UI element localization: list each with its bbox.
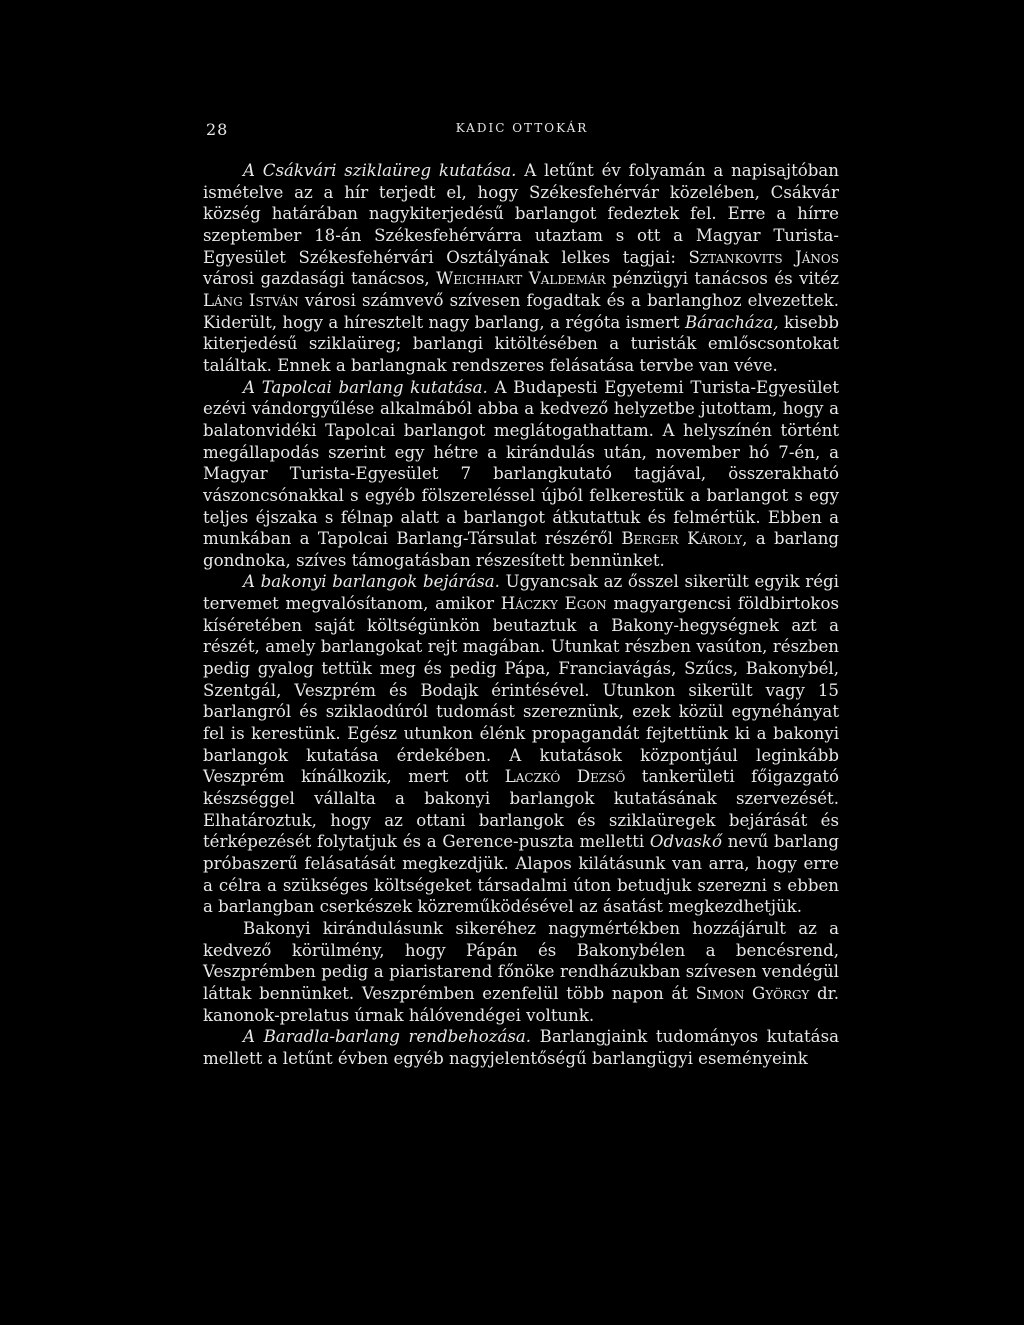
place-name: Báracháza, [684,312,779,332]
paragraph-text: kisebb kiterjedésű sziklaüreg; barlangi kitöltésében a turisták emlőscsontokat találtak. Ennek a barlangnak rendszeres felásatása tervbe van véve. [203,312,839,375]
page-number: 28 [206,120,229,139]
paragraph-tapolcai [203,377,839,572]
paragraph-text: A Budapesti Egyetemi Turista-Egyesület ezévi vándorgyűlése alkalmából abba a kedvező helyzetbe jutottam, hogy a balatonvidéki Tapolcai barlangot meglátogathattam. A helyszínén történt megállapodás szerint egy hétre a kirándulás után, november hó 7-én, a Magyar Turista-Egyesület 7 barlangkutató tagjával, összerakható vászoncsónakkal s egyéb fölszereléssel újból felkerestük a barlangot s egy teljes éjszaka s félnap alatt a barlangot átkutattuk és felmértük. Ebben a munkában a Tapolcai Barlang-Társulat részéről [203,377,839,549]
paragraph-csakvari [203,160,839,377]
running-head: KADIC OTTOKÁR [455,121,589,135]
paragraph-text: nevű barlang próbaszerű felásatását megkezdjük. Alapos kilátásunk van arra, hogy erre a célra a szükséges költségeket társadalmi úton betudjuk szerezni s ebben a barlangban cserkészek közreműködésével az ásatást megkezdhetjük. [203,832,839,917]
person-name: Laczkó Dezső [504,767,626,787]
person-name: Láng István [203,290,299,310]
section-heading-csakvari: A Csákvári sziklaüreg kutatása. [243,161,517,180]
body-text [203,160,839,1070]
paragraph-text: városi gazdasági tanácsos, [203,269,437,289]
paragraph-text: pénzügyi tanácsos és vitéz [605,269,839,289]
section-heading-tapolcai: A Tapolcai barlang kutatása. [243,377,488,397]
paragraph-text: Ugyancsak az ősszel sikerült egyik régi tervemet megvalósítanom, amikor [203,572,839,614]
person-name: Háczky Egon [500,594,607,614]
paragraph-text: városi számvevő szívesen fogadtak és a barlanghoz elvezettek. Kiderült, hogy a híresztelt nagy barlang, a régóta ismert [203,290,839,332]
paragraph-kirandulas [203,918,839,1026]
person-name: Berger Károly, [621,529,748,549]
paragraph-text: A letűnt év folyamán a napisajtóban ismételve az a hír terjedt el, hogy Székesfehérvár közelében, Csákvár község határában nagykiterjedésű barlangot fedeztek fel. Erre a hírre szeptember 18-án Székesfehérvárra utaztam s ott a Magyar Turista-Egyesület Székesfehérvári Osztályának lelkes tagjai: [203,161,839,267]
person-name: Weichhart Valdemár [436,269,606,289]
paragraph-text: a barlang gondnoka, szíves támogatásban részesített bennünket. [203,529,839,570]
paragraph-bakonyi [203,571,839,918]
paragraph-baradla [203,1026,839,1069]
paragraph-text: tankerületi főigazgató készséggel vállalta a bakonyi barlangok kutatásának szervezését. Elhatároztuk, hogy az ottani barlangok és sziklaüregek bejárását és térképezését folytatjuk és a Gerence-puszta melletti [203,767,839,852]
paragraph-text: magyargencsi földbirtokos kíséretében saját költségünkön beutaztuk a Bakony-hegységnek azt a részét, amely barlangokat rejt magában. Utunkat részben vasúton, részben pedig gyalog tettük meg és pedig Pápa, Franciavágás, Szűcs, Bakonybél, Szentgál, Veszprém és Bodajk érintésével. Utunkon sikerült vagy 15 barlangról és sziklaodúról tudomást szereznünk, ezek közül egynéhányat fel is kerestünk. Egész utunkon élénk propagandát fejtettünk ki a bakonyi barlangok kutatása érdekében. A kutatások központjául leginkább Veszprém kínálkozik, mert ott [203,594,839,787]
section-heading-baradla: A Baradla-barlang rendbehozása. [243,1027,532,1047]
page-header [206,120,838,144]
paragraph-text: dr. kanonok-prelatus úrnak hálóvendégei voltunk. [203,983,840,1025]
person-name: Simon György [695,983,810,1003]
section-heading-bakonyi: A bakonyi barlangok bejárása. [243,572,500,592]
paragraph-text: Bakonyi kirándulásunk sikeréhez nagymértékben hozzájárult az a kedvező körülmény, hogy Pápán és Bakonybélen a bencésrend, Veszprémben pedig a piaristarend főnöke rendházukban szívesen vendégül láttak bennünket. Veszprémben ezenfelül több napon át [203,918,839,1003]
person-name: Sztankovits János [688,247,839,267]
paragraph-text: Barlangjaink tudományos kutatása mellett a letűnt évben egyéb nagyjelentőségű barlangügyi eseményeink [203,1027,839,1068]
place-name: Odvaskő [649,832,722,852]
